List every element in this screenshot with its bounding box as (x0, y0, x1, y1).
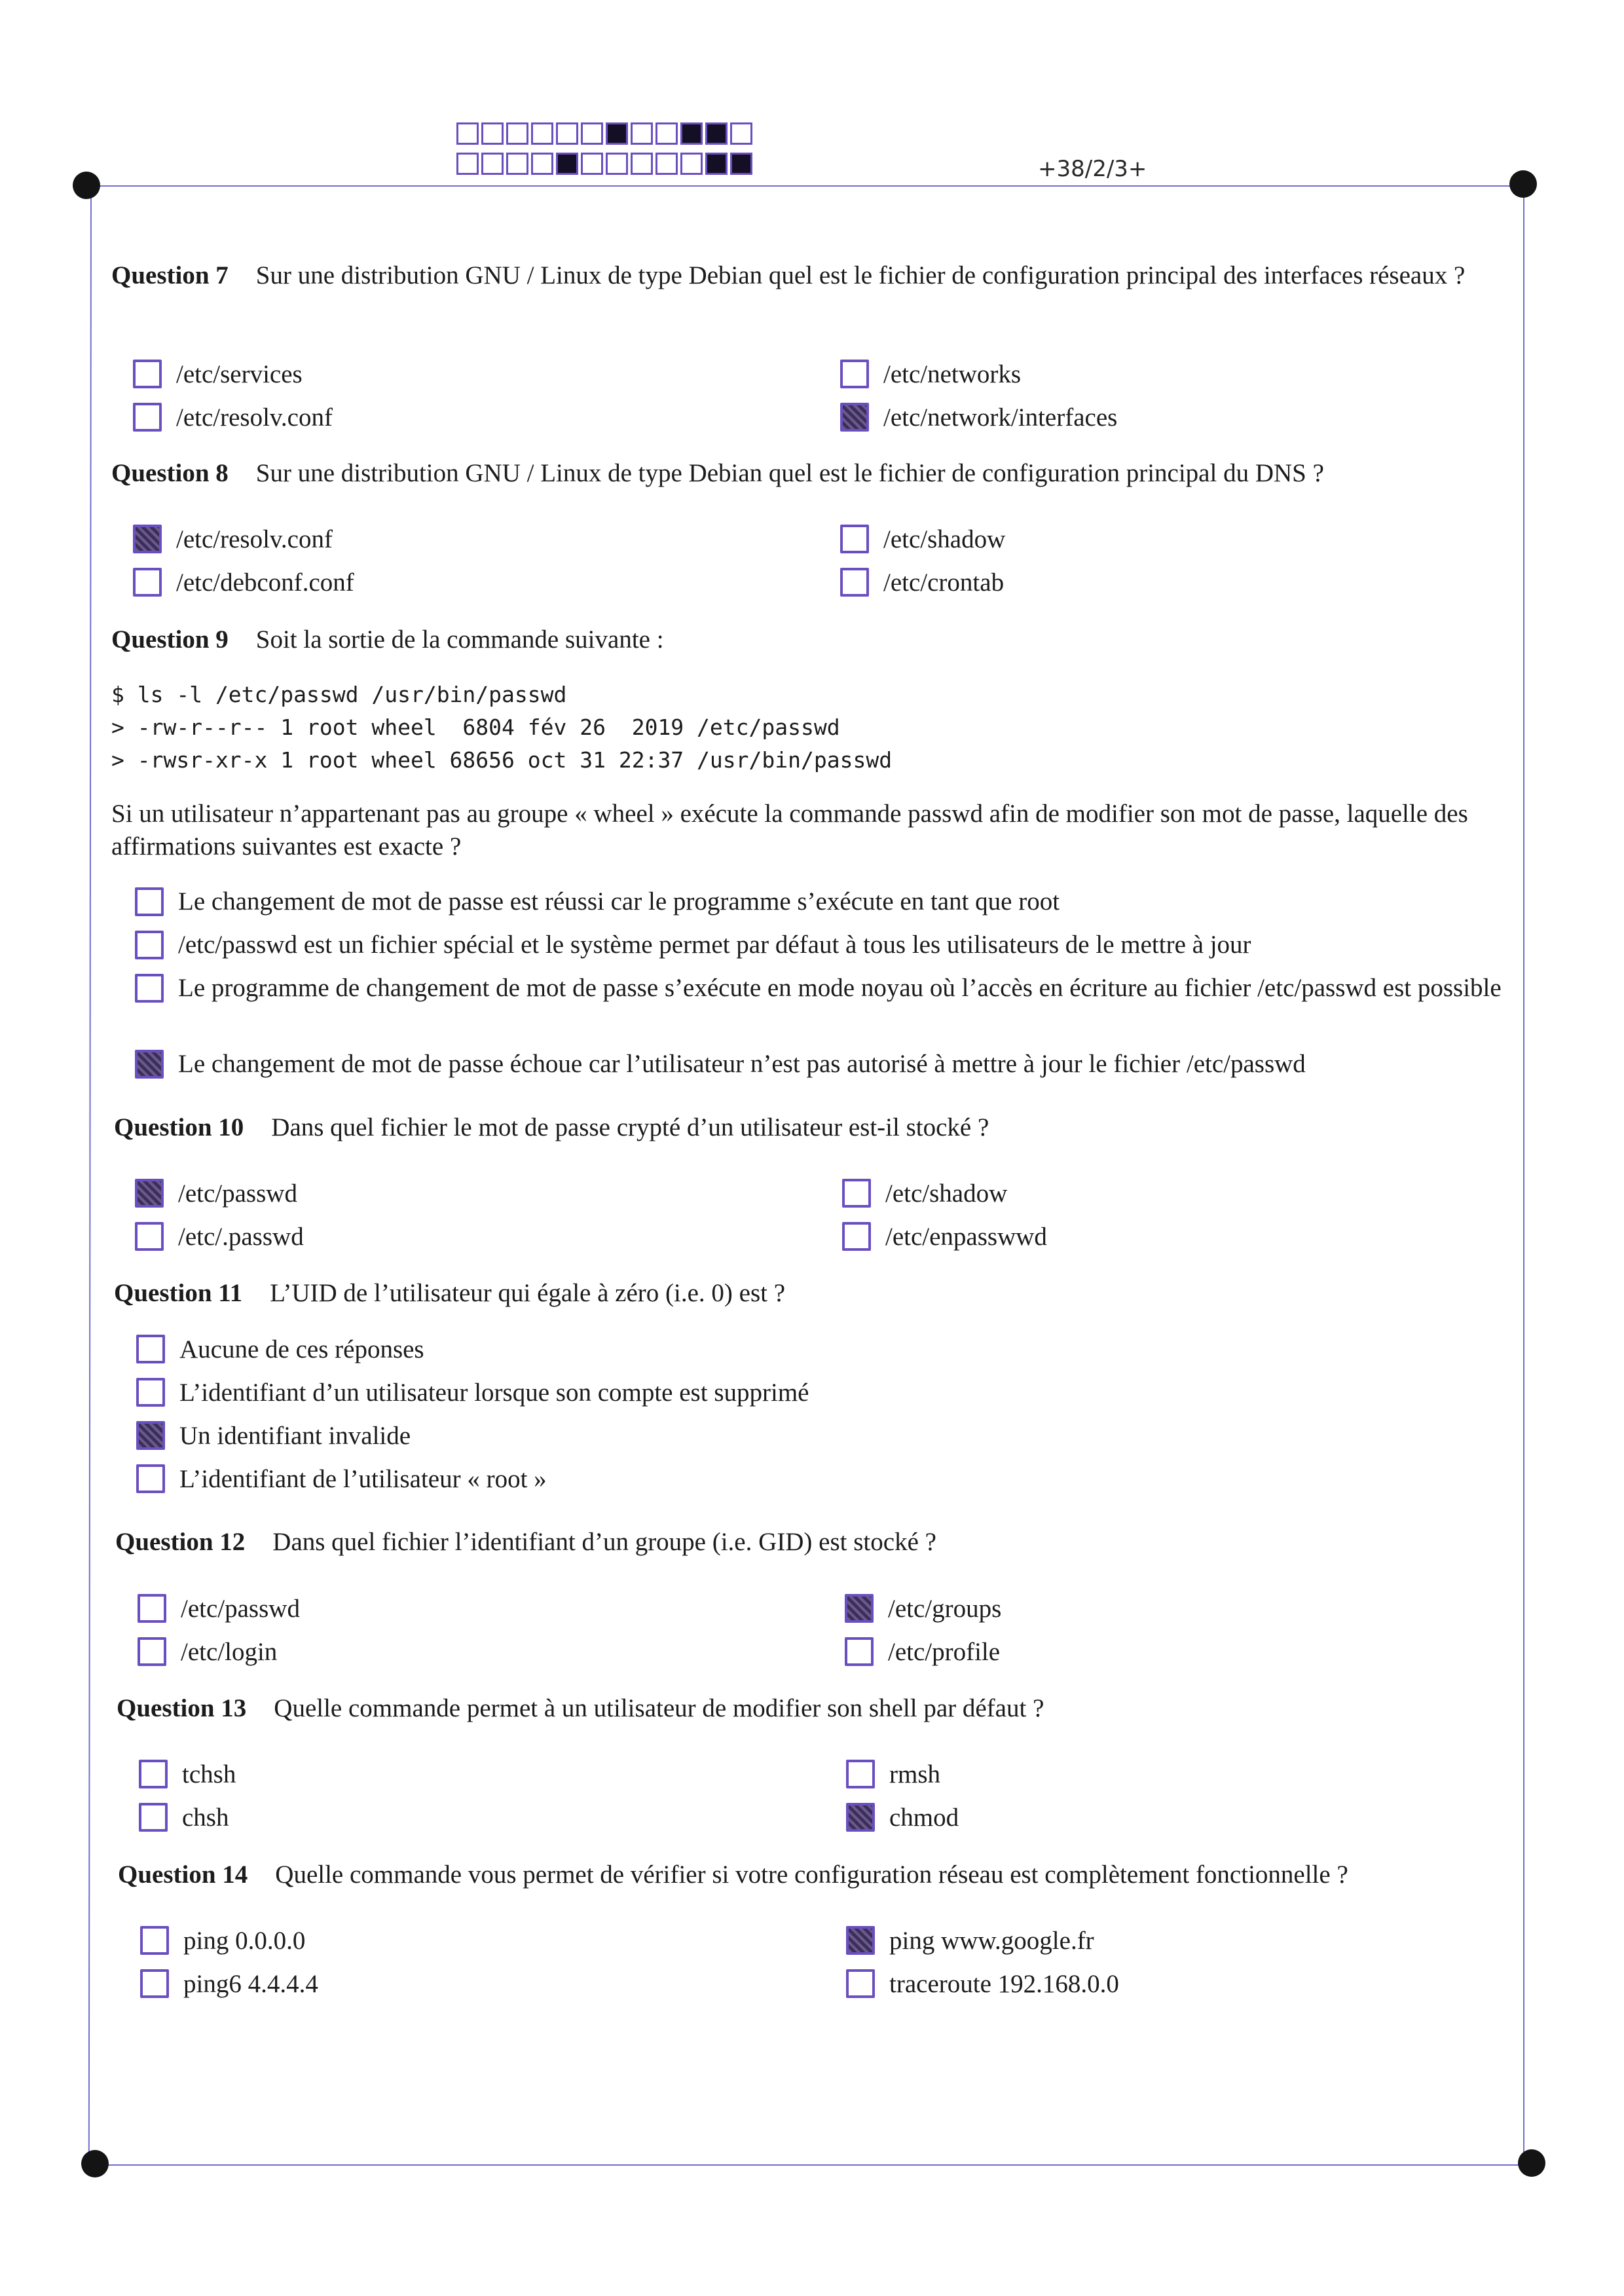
question-9 (111, 623, 1500, 656)
checkbox[interactable] (133, 525, 162, 553)
option-label: chsh (182, 1803, 229, 1832)
question-10 (114, 1111, 1502, 1144)
checkbox[interactable] (140, 1969, 169, 1998)
q11-option-1[interactable] (136, 1332, 424, 1366)
barcode-cell (730, 153, 752, 175)
q11-option-2[interactable] (136, 1375, 809, 1409)
command-output-line-3: > -rwsr-xr-x 1 root wheel 68656 oct 31 22:37 /usr/bin/passwd (111, 747, 893, 773)
checkbox[interactable] (133, 568, 162, 597)
checkbox[interactable] (846, 1969, 875, 1998)
question-text: Sur une distribution GNU / Linux de type Debian quel est le fichier de configuration principal du DNS ? (255, 459, 1324, 487)
corner-marker-top-right (1509, 170, 1537, 198)
question-text: Dans quel fichier l’identifiant d’un groupe (i.e. GID) est stocké ? (272, 1528, 936, 1556)
barcode-cell (705, 122, 728, 145)
q14-option-1[interactable] (140, 1923, 305, 1957)
question-13 (117, 1692, 1505, 1725)
option-label: Le changement de mot de passe échoue car l’utilisateur n’est pas autorisé à mettre à jour le fichier /etc/passwd (178, 1050, 1306, 1078)
q9-option-2[interactable] (135, 929, 1523, 961)
q8-option-3[interactable] (840, 522, 1005, 556)
q10-option-3[interactable] (842, 1176, 1007, 1210)
question-label: Question 7 (111, 261, 229, 289)
q10-option-1[interactable] (135, 1176, 297, 1210)
option-label: /etc/services (176, 360, 303, 388)
barcode-cell (655, 153, 678, 175)
checkbox[interactable] (135, 974, 164, 1003)
option-label: /etc/shadow (883, 525, 1006, 553)
option-label: L’identifiant de l’utilisateur « root » (179, 1464, 547, 1493)
question-14 (118, 1859, 1506, 1891)
q12-option-3[interactable] (845, 1591, 1001, 1625)
question-12 (115, 1526, 1504, 1559)
barcode-cell (581, 153, 603, 175)
option-label: /etc/passwd (181, 1594, 300, 1623)
checkbox[interactable] (138, 1637, 166, 1666)
command-output-line-2: > -rw-r--r-- 1 root wheel 6804 fév 26 2019 /etc/passwd (111, 714, 840, 740)
q8-option-2[interactable] (133, 565, 354, 599)
frame-top-line (90, 185, 1524, 187)
barcode-cell (456, 153, 479, 175)
question-text: L’UID de l’utilisateur qui égale à zéro (i.e. 0) est ? (270, 1279, 786, 1307)
q11-option-3[interactable] (136, 1418, 411, 1453)
option-label: ping 0.0.0.0 (183, 1926, 306, 1955)
checkbox[interactable] (139, 1760, 168, 1788)
option-label: /etc/crontab (883, 568, 1005, 597)
command-output-line-1: $ ls -l /etc/passwd /usr/bin/passwd (111, 682, 567, 707)
checkbox[interactable] (842, 1179, 871, 1208)
barcode-cell (631, 122, 653, 145)
option-label: /etc/networks (883, 360, 1022, 388)
barcode-cell (531, 122, 553, 145)
frame-left-line (88, 185, 92, 2164)
checkbox[interactable] (135, 1179, 164, 1208)
option-label: rmsh (889, 1760, 940, 1788)
checkbox[interactable] (840, 525, 869, 553)
checkbox[interactable] (846, 1926, 875, 1955)
q9-option-4[interactable] (135, 1048, 1523, 1081)
option-label: /etc/profile (888, 1637, 1001, 1666)
option-label: /etc/shadow (885, 1179, 1008, 1208)
checkbox[interactable] (840, 403, 869, 432)
barcode-cell (556, 122, 578, 145)
question-8 (111, 457, 1500, 490)
checkbox[interactable] (138, 1594, 166, 1623)
q12-option-4[interactable] (845, 1635, 1000, 1669)
barcode-cell (506, 153, 528, 175)
checkbox[interactable] (136, 1464, 165, 1493)
checkbox[interactable] (135, 887, 164, 916)
question-label: Question 11 (114, 1279, 243, 1307)
checkbox[interactable] (136, 1378, 165, 1407)
q9-option-1[interactable] (135, 885, 1523, 918)
q13-option-1[interactable] (139, 1757, 236, 1791)
option-label: L’identifiant d’un utilisateur lorsque son compte est supprimé (179, 1378, 809, 1407)
option-label: /etc/.passwd (178, 1222, 304, 1251)
q12-option-1[interactable] (138, 1591, 300, 1625)
question-text: Quelle commande vous permet de vérifier si votre configuration réseau est complètement fonctionnelle ? (275, 1861, 1348, 1889)
checkbox[interactable] (846, 1760, 875, 1788)
option-label: /etc/groups (888, 1594, 1002, 1623)
question-label: Question 8 (111, 459, 229, 487)
checkbox[interactable] (135, 1050, 164, 1079)
barcode-cell (481, 153, 504, 175)
q7-option-3[interactable] (840, 357, 1021, 391)
frame-bottom-line (95, 2164, 1532, 2166)
option-label: /etc/passwd (178, 1179, 297, 1208)
barcode-cell (606, 122, 628, 145)
q8-option-1[interactable] (133, 522, 333, 556)
question-label: Question 12 (115, 1528, 246, 1556)
checkbox[interactable] (136, 1421, 165, 1450)
barcode-row-1 (456, 122, 752, 145)
option-label: Le changement de mot de passe est réussi car le programme s’exécute en tant que root (178, 887, 1060, 916)
barcode-cell (556, 153, 578, 175)
option-label: traceroute 192.168.0.0 (889, 1969, 1119, 1998)
checkbox[interactable] (845, 1594, 874, 1623)
option-label: /etc/debconf.conf (176, 568, 354, 597)
q14-option-4[interactable] (846, 1967, 1119, 2001)
question-text: Quelle commande permet à un utilisateur de modifier son shell par défaut ? (274, 1694, 1044, 1722)
question-text: Soit la sortie de la commande suivante : (255, 625, 664, 654)
checkbox[interactable] (840, 568, 869, 597)
barcode-cell (680, 122, 703, 145)
q7-option-2[interactable] (133, 400, 333, 434)
option-label: Un identifiant invalide (179, 1421, 411, 1450)
checkbox[interactable] (840, 360, 869, 388)
option-label: Le programme de changement de mot de passe s’exécute en mode noyau où l’accès en écriture au fichier /etc/passwd est possible (178, 974, 1502, 1002)
barcode-cell (705, 153, 728, 175)
option-label: /etc/login (181, 1637, 278, 1666)
q7-option-4[interactable] (840, 400, 1117, 434)
option-label: /etc/resolv.conf (176, 525, 333, 553)
option-label: /etc/network/interfaces (883, 403, 1118, 432)
barcode-cell (506, 122, 528, 145)
question-9-body: Si un utilisateur n’appartenant pas au groupe « wheel » exécute la commande passwd afin de modifier son mot de passe, laquelle des affirmations suivantes est exacte ? (111, 800, 1468, 861)
barcode-cell (606, 153, 628, 175)
page-id: +38/2/3+ (1038, 156, 1147, 182)
q11-option-4[interactable] (136, 1462, 547, 1496)
option-label: /etc/enpasswwd (885, 1222, 1047, 1251)
option-label: chmod (889, 1803, 959, 1832)
q10-option-2[interactable] (135, 1219, 304, 1253)
checkbox[interactable] (135, 931, 164, 959)
q12-option-2[interactable] (138, 1635, 277, 1669)
q7-option-1[interactable] (133, 357, 303, 391)
checkbox[interactable] (136, 1335, 165, 1363)
corner-marker-top-left (73, 172, 100, 199)
checkbox[interactable] (135, 1222, 164, 1251)
q13-option-3[interactable] (846, 1757, 940, 1791)
barcode-cell (631, 153, 653, 175)
option-label: Aucune de ces réponses (179, 1335, 424, 1363)
question-label: Question 13 (117, 1694, 247, 1722)
q14-option-2[interactable] (140, 1967, 318, 2001)
question-label: Question 14 (118, 1861, 248, 1889)
barcode-row-2 (456, 153, 752, 175)
question-text: Dans quel fichier le mot de passe crypté d’un utilisateur est-il stocké ? (271, 1113, 989, 1141)
q14-option-3[interactable] (846, 1923, 1094, 1957)
checkbox[interactable] (140, 1926, 169, 1955)
barcode-cell (680, 153, 703, 175)
checkbox[interactable] (139, 1803, 168, 1832)
q9-option-3[interactable] (135, 972, 1510, 1005)
q8-option-4[interactable] (840, 565, 1004, 599)
checkbox[interactable] (133, 403, 162, 432)
question-label: Question 10 (114, 1113, 244, 1141)
option-label: /etc/passwd est un fichier spécial et le système permet par défaut à tous les utilisateurs de le mettre à jour (178, 931, 1251, 959)
barcode-cell (730, 122, 752, 145)
question-11 (114, 1277, 1502, 1310)
corner-marker-bottom-right (1518, 2149, 1545, 2177)
option-label: /etc/resolv.conf (176, 403, 333, 432)
question-text: Sur une distribution GNU / Linux de type Debian quel est le fichier de configuration principal des interfaces réseaux ? (255, 261, 1466, 289)
barcode-cell (481, 122, 504, 145)
barcode-cell (456, 122, 479, 145)
checkbox[interactable] (845, 1637, 874, 1666)
question-7 (111, 259, 1500, 292)
barcode-cell (655, 122, 678, 145)
q13-option-2[interactable] (139, 1800, 229, 1834)
q10-option-4[interactable] (842, 1219, 1047, 1253)
option-label: ping6 4.4.4.4 (183, 1969, 318, 1998)
barcode-cell (581, 122, 603, 145)
question-label: Question 9 (111, 625, 229, 654)
checkbox[interactable] (133, 360, 162, 388)
option-label: tchsh (182, 1760, 236, 1788)
checkbox[interactable] (846, 1803, 875, 1832)
barcode-cell (531, 153, 553, 175)
checkbox[interactable] (842, 1222, 871, 1251)
q13-option-4[interactable] (846, 1800, 959, 1834)
corner-marker-bottom-left (81, 2150, 109, 2177)
option-label: ping www.google.fr (889, 1926, 1094, 1955)
frame-right-line (1523, 185, 1524, 2164)
